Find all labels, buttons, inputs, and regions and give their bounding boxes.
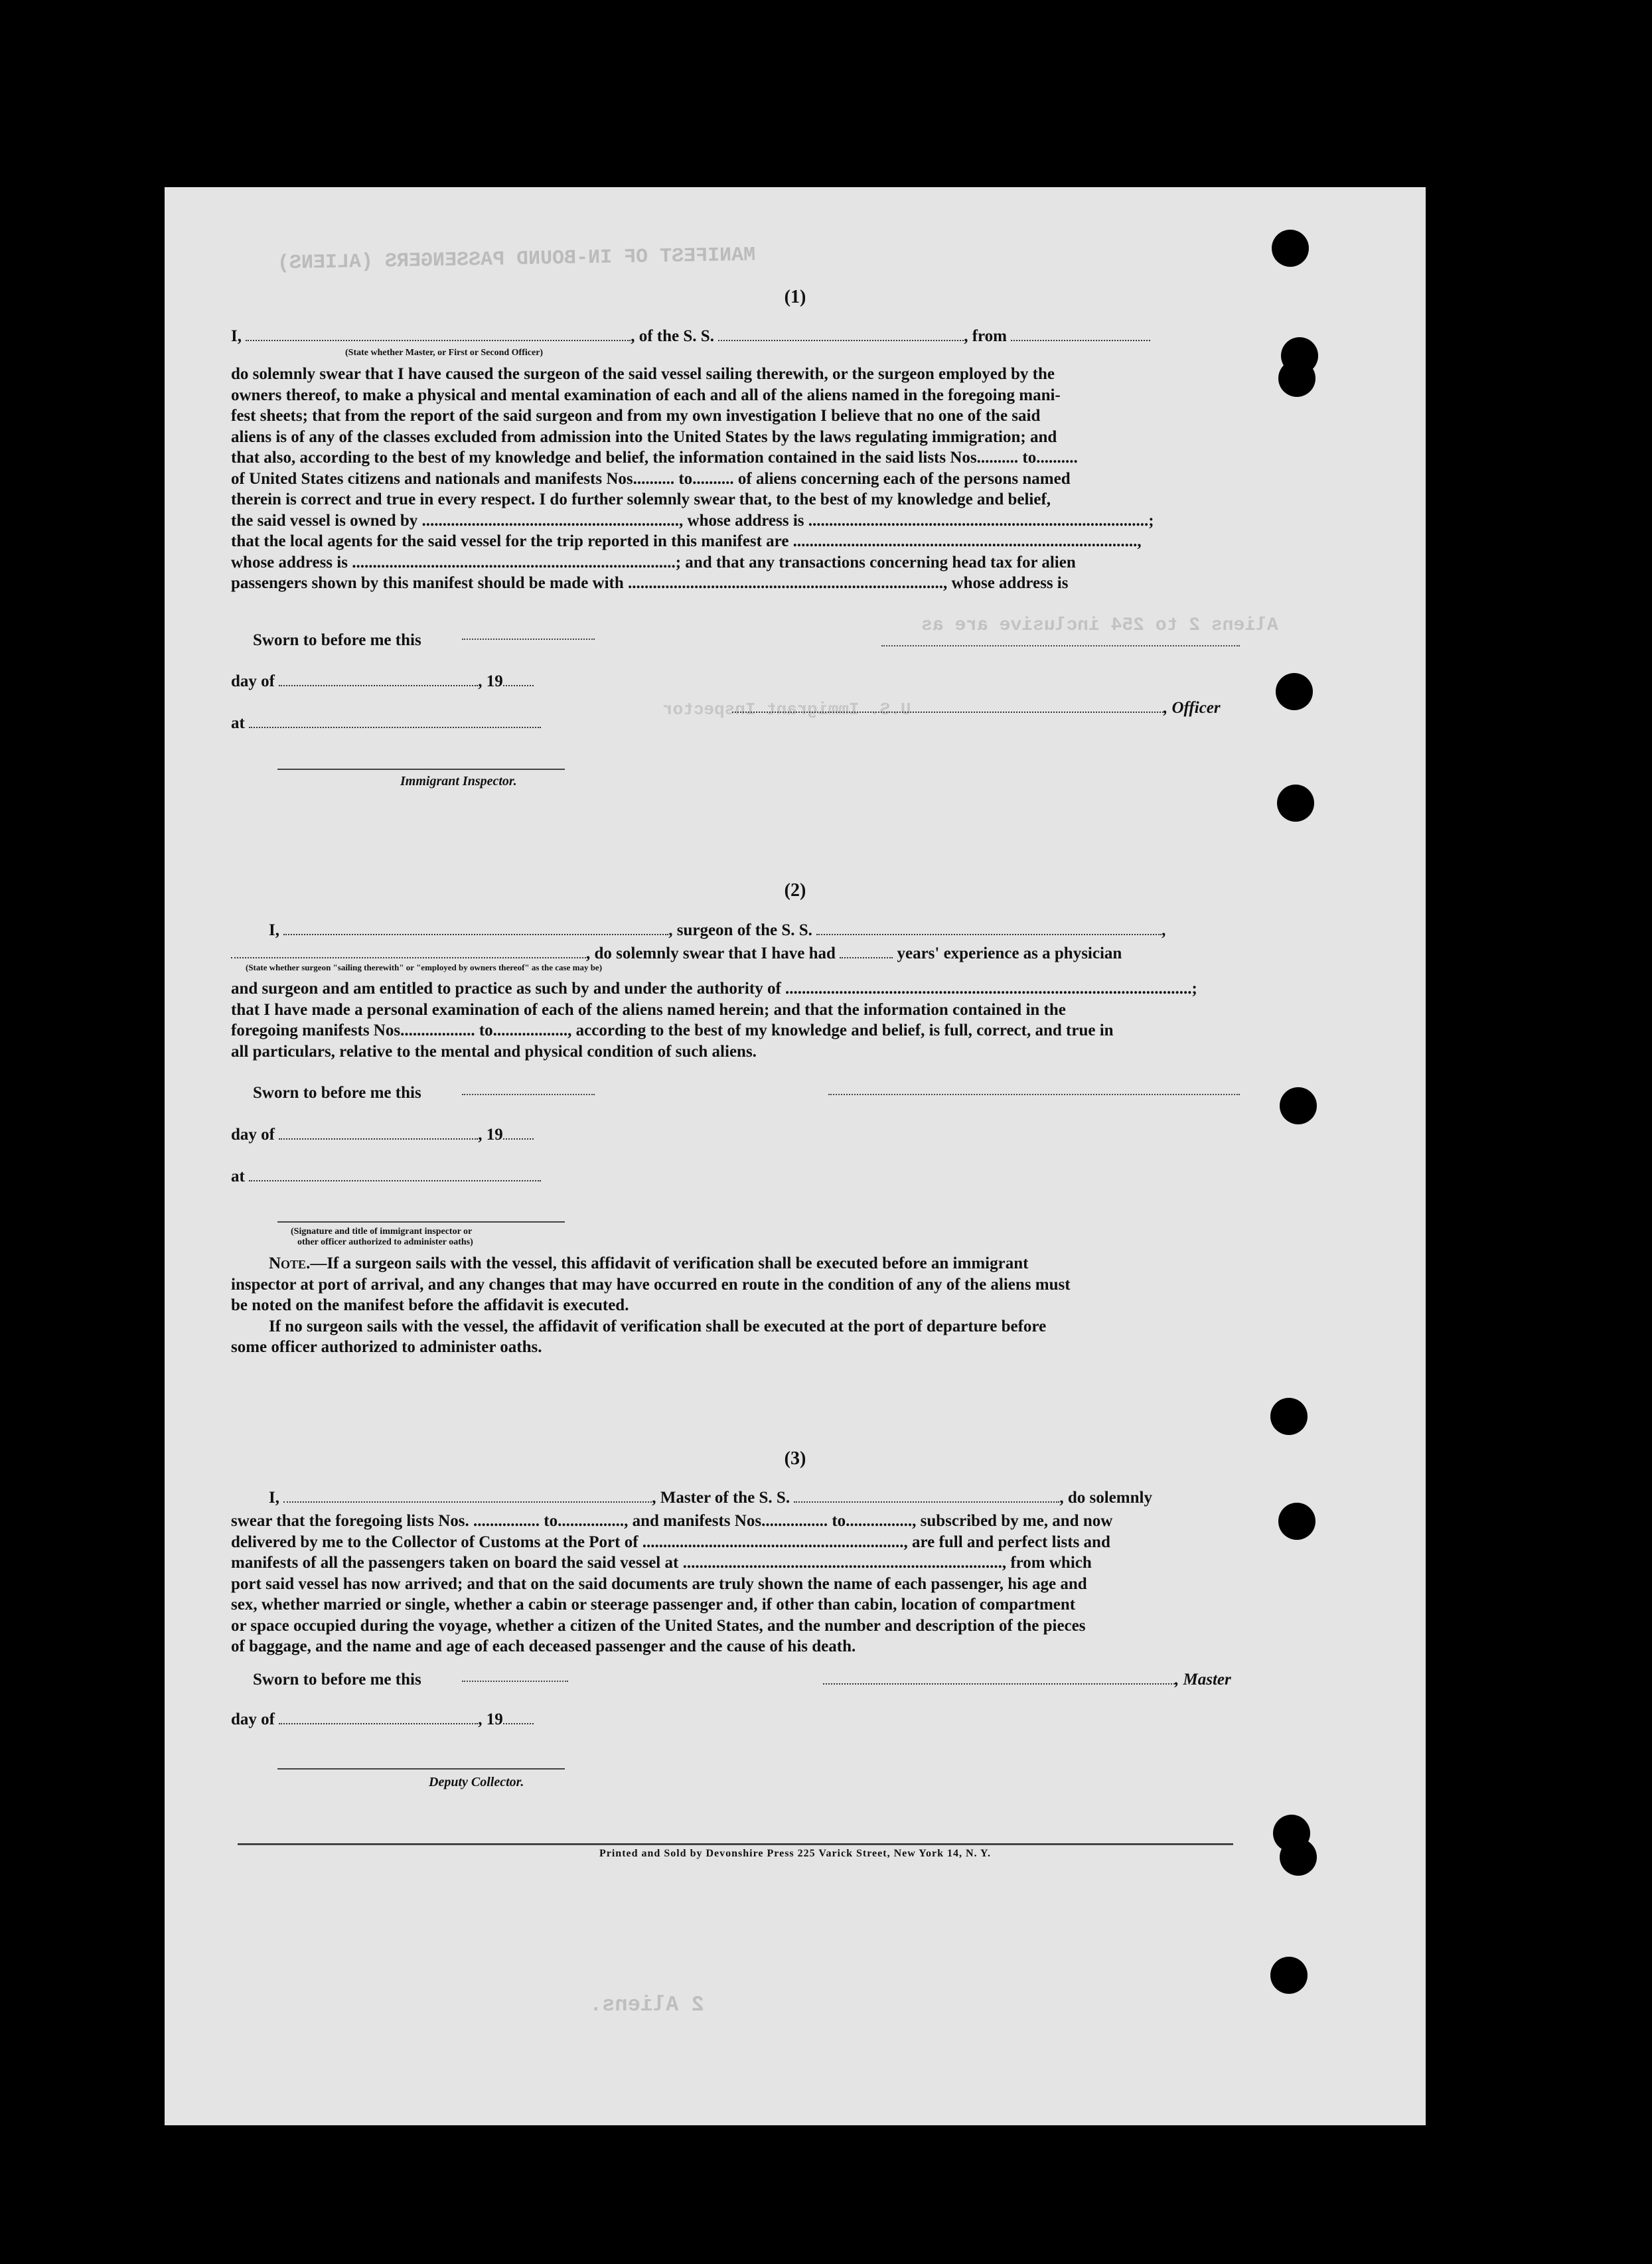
section-1-body — [231, 364, 1237, 594]
body-line: or space occupied during the voyage, whether a citizen of the United States, and the number and description of the pieces — [231, 1616, 1086, 1635]
section-1-line-1 — [231, 327, 1150, 346]
surgeon-ship-label: , surgeon of the S. S. — [668, 921, 812, 939]
officer-note: (State whether Master, or First or Second Officer) — [345, 348, 544, 358]
master-label: , Master — [1175, 1671, 1231, 1689]
note-line: inspector at port of arrival, and any changes that may have occurred en route in the condition of any of the aliens must — [231, 1275, 1071, 1294]
at-label: at — [231, 714, 245, 732]
body-line: manifests of all the passengers taken on board the said vessel at ............................................................................., from which — [231, 1554, 1092, 1572]
deputy-collector-label: Deputy Collector. — [429, 1775, 524, 1789]
punch-hole — [1278, 360, 1315, 397]
surgeon-name-blank — [283, 922, 668, 935]
body-line: of United States citizens and nationals and manifests Nos.......... to.......... of aliens concerning each of the persons named — [231, 469, 1071, 488]
section-1-from-label: , from — [964, 327, 1007, 345]
body-line: passengers shown by this manifest should be made with ............................................................................, whose address is — [231, 574, 1069, 592]
sworn-label: Sworn to before me this — [253, 631, 421, 649]
signature-note-1: (Signature and title of immigrant inspector or — [291, 1227, 473, 1237]
section-3-master — [823, 1670, 1231, 1690]
section-2-note — [231, 1253, 1237, 1358]
surgeon-signature-blank — [828, 1094, 1240, 1095]
master-signature-blank — [823, 1671, 1175, 1685]
section-2-at — [231, 1167, 541, 1187]
punch-hole — [1280, 1087, 1317, 1124]
ghost-inspector-stamp: U.S. Immigrant Inspector — [662, 700, 911, 719]
body-line: swear that the foregoing lists Nos. ................ to................, and manifests Nos................ to................, subscribed by me, and now — [231, 1512, 1113, 1530]
body-line: all particulars, relative to the mental and physical condition of such aliens. — [231, 1042, 757, 1061]
body-line: therein is correct and true in every respect. I do further solemnly swear that, to the best of my knowledge and belief, — [231, 491, 1051, 508]
section-3-body — [231, 1511, 1237, 1657]
body-line: aliens is of any of the classes excluded from admission into the United States by the laws regulating immigration; and — [231, 427, 1057, 446]
day-of-label: day of — [231, 1126, 275, 1144]
sworn-label: Sworn to before me this — [253, 1671, 421, 1689]
body-line: fest sheets; that from the report of the said surgeon and from my own investigation I believe that no one of the said — [231, 407, 1041, 425]
surgeon-note: (State whether surgeon "sailing therewith" or "employed by owners thereof" as the case may be) — [246, 962, 603, 972]
section-2-prefix: I, — [269, 921, 279, 939]
master-name-blank — [283, 1489, 652, 1503]
ship-blank — [718, 328, 964, 341]
solemnly-label: , do solemnly — [1059, 1489, 1152, 1507]
at-label: at — [231, 1168, 245, 1185]
note-text: —If a surgeon sails with the vessel, this affidavit of verification shall be executed before an immigrant — [310, 1254, 1029, 1272]
body-line: foregoing manifests Nos.................. to.................., according to the best of my knowledge and belief, is full, correct, and true in — [231, 1021, 1114, 1039]
immigrant-inspector-label: Immigrant Inspector. — [400, 774, 517, 789]
body-line: port said vessel has now arrived; and that on the said documents are truly shown the name of each passenger, his age and — [231, 1574, 1087, 1593]
master-ship-blank — [794, 1489, 1059, 1503]
punch-hole — [1278, 1503, 1315, 1540]
footer-rule — [238, 1843, 1233, 1845]
signature-note-2: other officer authorized to administer oaths) — [297, 1237, 473, 1247]
note-label: Note. — [269, 1254, 311, 1272]
body-line: delivered by me to the Collector of Customs at the Port of ..............................................................., are full and perfect lists and — [231, 1533, 1110, 1551]
punch-hole — [1272, 230, 1309, 267]
day-blank — [279, 1711, 478, 1724]
officer-signature-line — [277, 1221, 565, 1223]
body-line: and surgeon and am entitled to practice as such by and under the authority of ..................................................................................................; — [231, 980, 1197, 998]
day-of-label: day of — [231, 1710, 275, 1728]
year-prefix: 19 — [486, 1126, 503, 1144]
section-3-day-of: day of , 19 — [231, 1710, 534, 1730]
body-line: that also, according to the best of my knowledge and belief, the information contained in the said lists Nos.......... to.......... — [231, 449, 1078, 467]
officer-blank — [732, 700, 1164, 713]
at-blank — [249, 715, 541, 728]
punch-hole — [1270, 1957, 1308, 1994]
at-blank — [249, 1168, 541, 1181]
section-1-ship-label: , of the S. S. — [631, 327, 714, 345]
officer-label: , Officer — [1164, 699, 1221, 717]
punch-hole — [1276, 673, 1313, 710]
section-1-officer — [732, 698, 1221, 718]
body-line: do solemnly swear that I have caused the surgeon of the said vessel sailing therewith, or the surgeon employed by the — [231, 365, 1055, 383]
sworn-blank — [462, 639, 595, 640]
surgeon-ship-blank — [816, 922, 1162, 935]
day-of-label: day of — [231, 672, 275, 690]
surgeon-status-blank — [231, 945, 586, 958]
year-prefix: 19 — [486, 1710, 503, 1728]
section-3-sworn — [253, 1670, 421, 1690]
year-blank — [503, 1711, 534, 1724]
years-blank — [840, 945, 893, 958]
day-blank — [279, 1126, 478, 1140]
collector-signature-line — [277, 1768, 565, 1770]
section-2-sworn — [253, 1083, 421, 1103]
manifest-form-sheet — [165, 187, 1426, 2125]
punch-hole — [1270, 1398, 1308, 1435]
section-1-day-of: day of , 19 — [231, 672, 534, 692]
note-line: be noted on the manifest before the affidavit is executed. — [231, 1296, 629, 1314]
body-line: whose address is ..............................................................................; and that any transactions concerning head tax for alien — [231, 553, 1076, 571]
signature-blank-top — [881, 645, 1240, 646]
section-3-line-1 — [269, 1488, 1152, 1508]
printer-footer: Printed and Sold by Devonshire Press 225 Varick Street, New York 14, N. Y. — [599, 1848, 992, 1859]
years-experience-label: years' experience as a physician — [897, 944, 1122, 962]
body-line: of baggage, and the name and age of each deceased passenger and the cause of his death. — [231, 1637, 856, 1655]
punch-hole — [1277, 785, 1314, 822]
section-2-body — [231, 978, 1237, 1062]
section-1-number: (1) — [784, 287, 806, 307]
section-3-prefix: I, — [269, 1489, 279, 1507]
body-line: that I have made a personal examination of each of the aliens named herein; and that the information contained in the — [231, 1000, 1066, 1019]
sworn-blank — [462, 1094, 595, 1095]
year-blank — [503, 673, 534, 686]
ghost-mid-stamp: Aliens 2 to 254 inclusive are as — [921, 615, 1278, 636]
body-line: owners thereof, to make a physical and mental examination of each and all of the aliens named in the foregoing mani- — [231, 386, 1061, 404]
year-prefix: 19 — [486, 672, 503, 690]
section-1-sworn — [253, 631, 421, 650]
from-blank — [1011, 328, 1150, 341]
surgeon-swear-label: , do solemnly swear that I have had — [586, 944, 836, 962]
year-blank — [503, 1126, 534, 1140]
day-blank — [279, 673, 478, 686]
section-2-line-2 — [231, 944, 1122, 964]
section-2-day-of: day of , 19 — [231, 1125, 534, 1145]
section-3-number: (3) — [784, 1448, 806, 1469]
note-line: If no surgeon sails with the vessel, the affidavit of verification shall be executed at the port of departure before — [269, 1317, 1047, 1335]
sworn-label: Sworn to before me this — [253, 1084, 421, 1102]
section-2-number: (2) — [784, 880, 806, 901]
section-1-prefix: I, — [231, 327, 242, 345]
section-2-line-1: I, , surgeon of the S. S. , — [269, 921, 1166, 939]
note-line — [231, 1253, 1237, 1274]
master-ship-label: , Master of the S. S. — [652, 1489, 790, 1507]
body-line: the said vessel is owned by .............................................................., whose address is ..................................................................................; — [231, 511, 1154, 530]
ghost-top-stamp: MANIFEST OF IN-BOUND PASSENGERS (ALIENS) — [277, 244, 756, 275]
sworn-blank — [462, 1681, 568, 1682]
section-1-at — [231, 714, 541, 733]
inspector-signature-line — [277, 769, 565, 770]
body-line: that the local agents for the said vessel for the trip reported in this manifest are ..................................................................................., — [231, 532, 1142, 550]
name-blank — [246, 328, 631, 341]
ghost-bottom-stamp: 2 Aliens. — [589, 1993, 704, 2017]
note-line: some officer authorized to administer oaths. — [231, 1338, 542, 1356]
body-line: sex, whether married or single, whether a cabin or steerage passenger and, if other than cabin, location of compartment — [231, 1596, 1076, 1614]
